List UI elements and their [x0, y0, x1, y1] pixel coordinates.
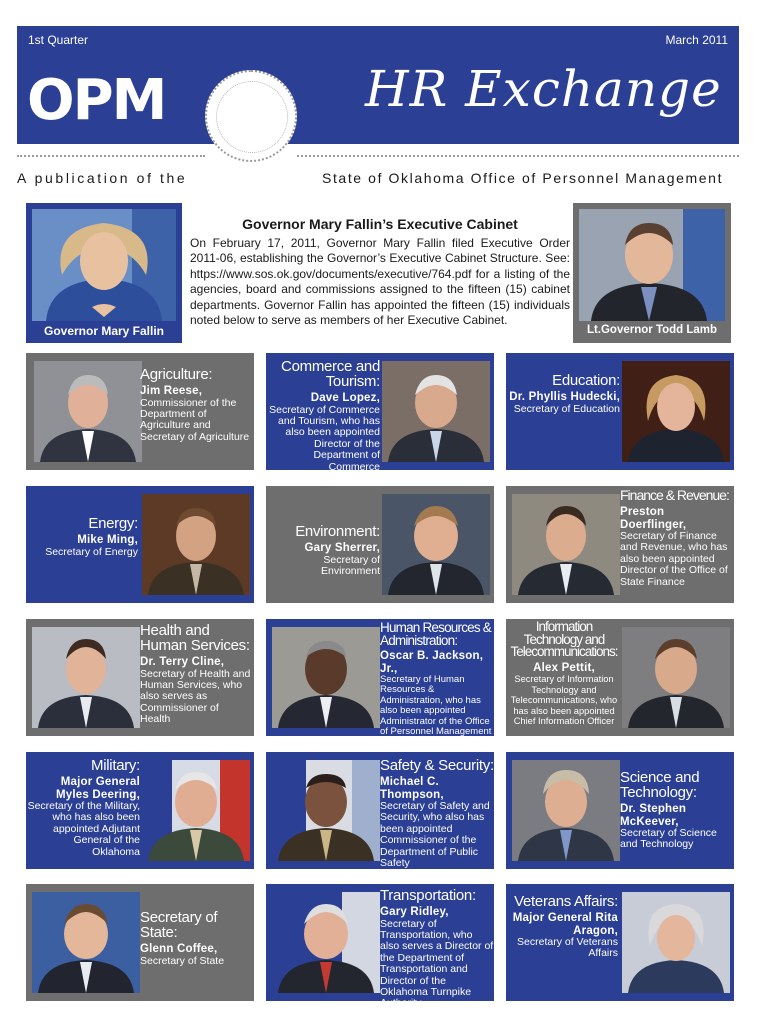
article-body: On February 17, 2011, Governor Mary Fallin filed Executive Order 2011-06, establishing the Governor’s Executive Cabinet Structure. See: https://www.sos.ok.gov/documents/executive/764.pdf for a listing of the agencies, board and commissions assigned to the fifteen (15) cabinet departments. Governor Fallin has appointed the fifteen (15) individuals noted below to serve as members of her Executive Cabinet.: [190, 236, 570, 328]
member-name: Michael C. Thompson,: [380, 776, 444, 801]
member-photo: [382, 494, 490, 595]
lt-governor-photo: [579, 209, 725, 321]
member-title: Secretary of Information Technology and Telecommunications, who has also been appointed Chief Information Officer: [510, 674, 618, 727]
publisher-name: State of Oklahoma Office of Personnel Management: [322, 170, 724, 186]
member-photo: [622, 627, 730, 728]
cabinet-category: Commerce and Tourism:: [281, 358, 380, 390]
member-title: Secretary of Energy: [45, 545, 138, 558]
lt-governor-card: [573, 203, 731, 343]
cabinet-text: [266, 359, 380, 473]
governor-photo: [32, 209, 176, 321]
member-photo: [512, 760, 620, 861]
cabinet-category: Agriculture:: [140, 366, 213, 383]
member-name: Major General Rita Aragon,: [512, 912, 618, 937]
cabinet-card-transportation: [266, 884, 494, 1010]
member-name: Dr. Phyllis Hudecki,: [509, 391, 620, 403]
member-photo: [272, 627, 380, 728]
issue-quarter: 1st Quarter: [28, 33, 89, 47]
cabinet-card-energy: [26, 486, 254, 603]
member-title: Secretary of Science and Technology: [620, 827, 717, 851]
member-name: Glenn Coffee,: [140, 943, 218, 955]
member-photo: [622, 892, 730, 993]
member-name: Dave Lopez,: [310, 392, 380, 404]
cabinet-text: [266, 524, 380, 577]
member-title: Secretary of Education: [513, 402, 620, 415]
member-title: Secretary of Finance and Revenue, who has also been appointed Director of the Office of State Finance: [620, 530, 728, 588]
member-name: Dr. Terry Cline,: [140, 656, 225, 668]
member-name: Gary Ridley,: [380, 906, 449, 918]
cabinet-text: [26, 516, 138, 558]
cabinet-text: [380, 888, 494, 1010]
cabinet-category: Secretary of State:: [140, 909, 218, 941]
article-title: Governor Mary Fallin’s Executive Cabinet: [242, 216, 518, 232]
cabinet-category: Human Resources & Administration:: [380, 620, 491, 648]
issue-date: March 2011: [665, 33, 728, 47]
member-name: Alex Pettit,: [533, 661, 595, 674]
member-title: Secretary of Transportation, who also serves a Director of the Department of Transportation and Director of the Oklahoma Turnpike Authority: [380, 917, 494, 1010]
divider: [297, 155, 739, 157]
cabinet-card-education: [506, 353, 734, 470]
cabinet-category: Environment:: [295, 523, 380, 540]
cabinet-card-finance: [506, 486, 734, 603]
member-name: Preston Doerflinger,: [620, 506, 687, 531]
cabinet-card-veterans: [506, 884, 734, 1001]
cabinet-category: Education:: [552, 372, 620, 389]
member-title: Commissioner of the Department of Agriculture and Secretary of Agriculture: [140, 396, 250, 443]
cabinet-category: Science and Technology:: [620, 769, 700, 801]
cabinet-text: [380, 758, 494, 869]
member-title: Secretary of Health and Human Services, who also serves as Commissioner of Health: [140, 667, 251, 726]
opm-logo: OPM: [27, 68, 166, 133]
member-name: Mike Ming,: [77, 534, 138, 546]
cabinet-card-environment: [266, 486, 494, 603]
seal-ring: [216, 81, 288, 153]
member-title: Secretary of Environment: [321, 553, 380, 577]
divider: [17, 155, 205, 157]
newsletter-title: HR Exchange: [365, 60, 722, 118]
member-title: Secretary of State: [140, 954, 225, 967]
lt-governor-caption: Lt.Governor Todd Lamb: [586, 324, 718, 336]
member-name: Dr. Stephen McKeever,: [620, 803, 687, 828]
cabinet-text: [620, 770, 732, 851]
member-photo: [272, 892, 380, 993]
cabinet-text: [140, 623, 252, 726]
cabinet-card-information-technology: [506, 619, 734, 736]
member-title: Secretary of Commerce and Tourism, who has also been appointed Director of the Department of Commerce: [269, 403, 380, 473]
member-title: Secretary of Safety and Security, who also has been appointed Commissioner of the Department of Public Safety: [380, 800, 490, 870]
cabinet-text: [140, 367, 252, 443]
member-name: Major General Myles Deering,: [56, 776, 140, 801]
member-photo: [32, 892, 140, 993]
cabinet-category: Safety & Security:: [380, 757, 494, 774]
cabinet-text: [26, 758, 140, 858]
member-name: Oscar B. Jackson, Jr.,: [380, 650, 484, 675]
member-photo: [622, 361, 730, 462]
member-photo: [382, 361, 490, 462]
cabinet-category: Finance & Revenue:: [620, 487, 729, 503]
member-photo: [272, 760, 380, 861]
cabinet-text: [380, 621, 494, 737]
member-photo: [142, 760, 250, 861]
cabinet-category: Veterans Affairs:: [514, 893, 618, 910]
governor-caption: Governor Mary Fallin: [43, 324, 165, 338]
cabinet-category: Health and Human Services:: [140, 622, 250, 654]
cabinet-category: Information Technology and Telecommunications:: [510, 619, 618, 659]
cabinet-card-military: [26, 752, 254, 869]
cabinet-text: [620, 488, 732, 588]
member-photo: [512, 494, 620, 595]
cabinet-card-secretary-of-state: [26, 884, 254, 1001]
cabinet-card-commerce: [266, 353, 494, 473]
member-photo: [34, 361, 142, 462]
cabinet-card-health: [26, 619, 254, 736]
governor-card: [26, 203, 182, 343]
member-title: Secretary of Veterans Affairs: [517, 936, 618, 960]
member-photo: [142, 494, 250, 595]
cabinet-card-human-resources: [266, 619, 494, 736]
cabinet-category: Military:: [91, 757, 140, 774]
masthead: [17, 26, 739, 144]
member-name: Gary Sherrer,: [304, 542, 380, 554]
member-title: Secretary of the Military, who has also been appointed Adjutant General of the Oklahoma: [27, 800, 140, 858]
cabinet-card-science: [506, 752, 734, 869]
cabinet-card-agriculture: [26, 353, 254, 470]
member-title: Secretary of Human Resources & Administration, who has also been appointed Administrator of the Office of Personnel Management: [380, 674, 492, 738]
cabinet-text: [506, 373, 620, 415]
cabinet-text: [140, 910, 252, 967]
cabinet-category: Transportation:: [380, 887, 476, 904]
cabinet-text: [506, 621, 622, 727]
cabinet-card-safety: [266, 752, 494, 869]
member-name: Jim Reese,: [140, 385, 203, 397]
publication-line: A publication of the: [17, 170, 188, 186]
state-seal-icon: [205, 70, 297, 162]
cabinet-text: [506, 894, 618, 960]
member-photo: [32, 627, 140, 728]
cabinet-category: Energy:: [88, 515, 138, 532]
